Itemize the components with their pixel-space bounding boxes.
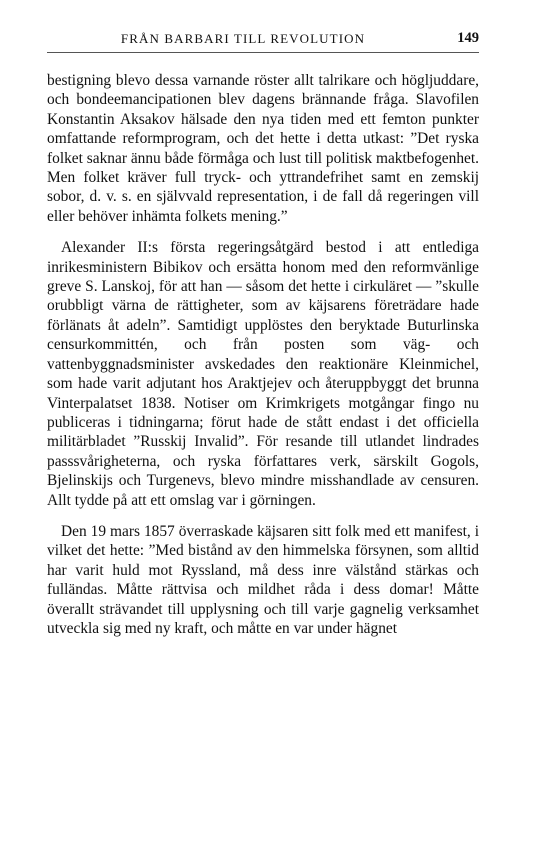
book-page — [47, 28, 479, 638]
running-header — [47, 28, 479, 53]
paragraph-continued: bestigning blevo dessa varnande röster allt talrikare och högljuddare, och bondeemancipationen blev dagens brännande fråga. Slavofilen Konstantin Aksakov hälsade den nya tiden med ett femton punkter omfattande reformprogram, och det hette i detta utkast: ”Det ryska folket saknar ännu både förmåga och lust till politisk maktbefogenhet. Men folket kräver full tryck- och yttrandefrihet samt en zemskij sobor, d. v. s. en självvald representation, i de fall då regeringen vill eller behöver inhämta folkets mening.” — [47, 72, 479, 225]
page-number: 149 — [457, 30, 479, 46]
running-title: FRÅN BARBARI TILL REVOLUTION — [120, 31, 366, 46]
body-text — [47, 71, 479, 638]
paragraph-alexander-reforms: Alexander II:s första regeringsåtgärd bestod i att entlediga inrikesministern Bibikov och ersätta honom med den reformvänlige greve S. Lanskoj, för att han — såsom det hette i cirkuläret — ”skulle orubbligt värna de rättigheter, som av käjsarens företrädare hade förlänats åt adeln”. Samtidigt upplöstes den beryktade Buturlinska censurkommittén, och från posten som väg- och vattenbyggnadsminister avskedades den reaktionäre Kleinmichel, som hade varit adjutant hos Araktjejev och återuppbyggt det brunna Vinterpalatset 1838. Notiser om Krimkrigets motgångar fingo nu publiceras i tidningarna; förut hade de stått endast i det officiella militärbladet ”Russkij Invalid”. För resande till utlandet lindrades passsvårigheterna, och ryska författares verk, särskilt Gogols, Bjelinskijs och Turgenevs, blevo mindre misshandlade av censuren. Allt tydde på att ett omslag var i görningen. — [47, 239, 479, 509]
paragraph-manifest: Den 19 mars 1857 överraskade käjsaren sitt folk med ett manifest, i vilket det hette: ”Med bistånd av den himmelska försynen, som alltid har varit huld mot Ryssland, må dess inre välstånd stärkas och fulländas. Måtte rättvisa och mildhet råda i dess domar! Måtte överallt strävandet till upplysning och till varje gagnelig verksamhet utveckla sig med ny kraft, och måtte en var under hägnet — [47, 522, 479, 637]
